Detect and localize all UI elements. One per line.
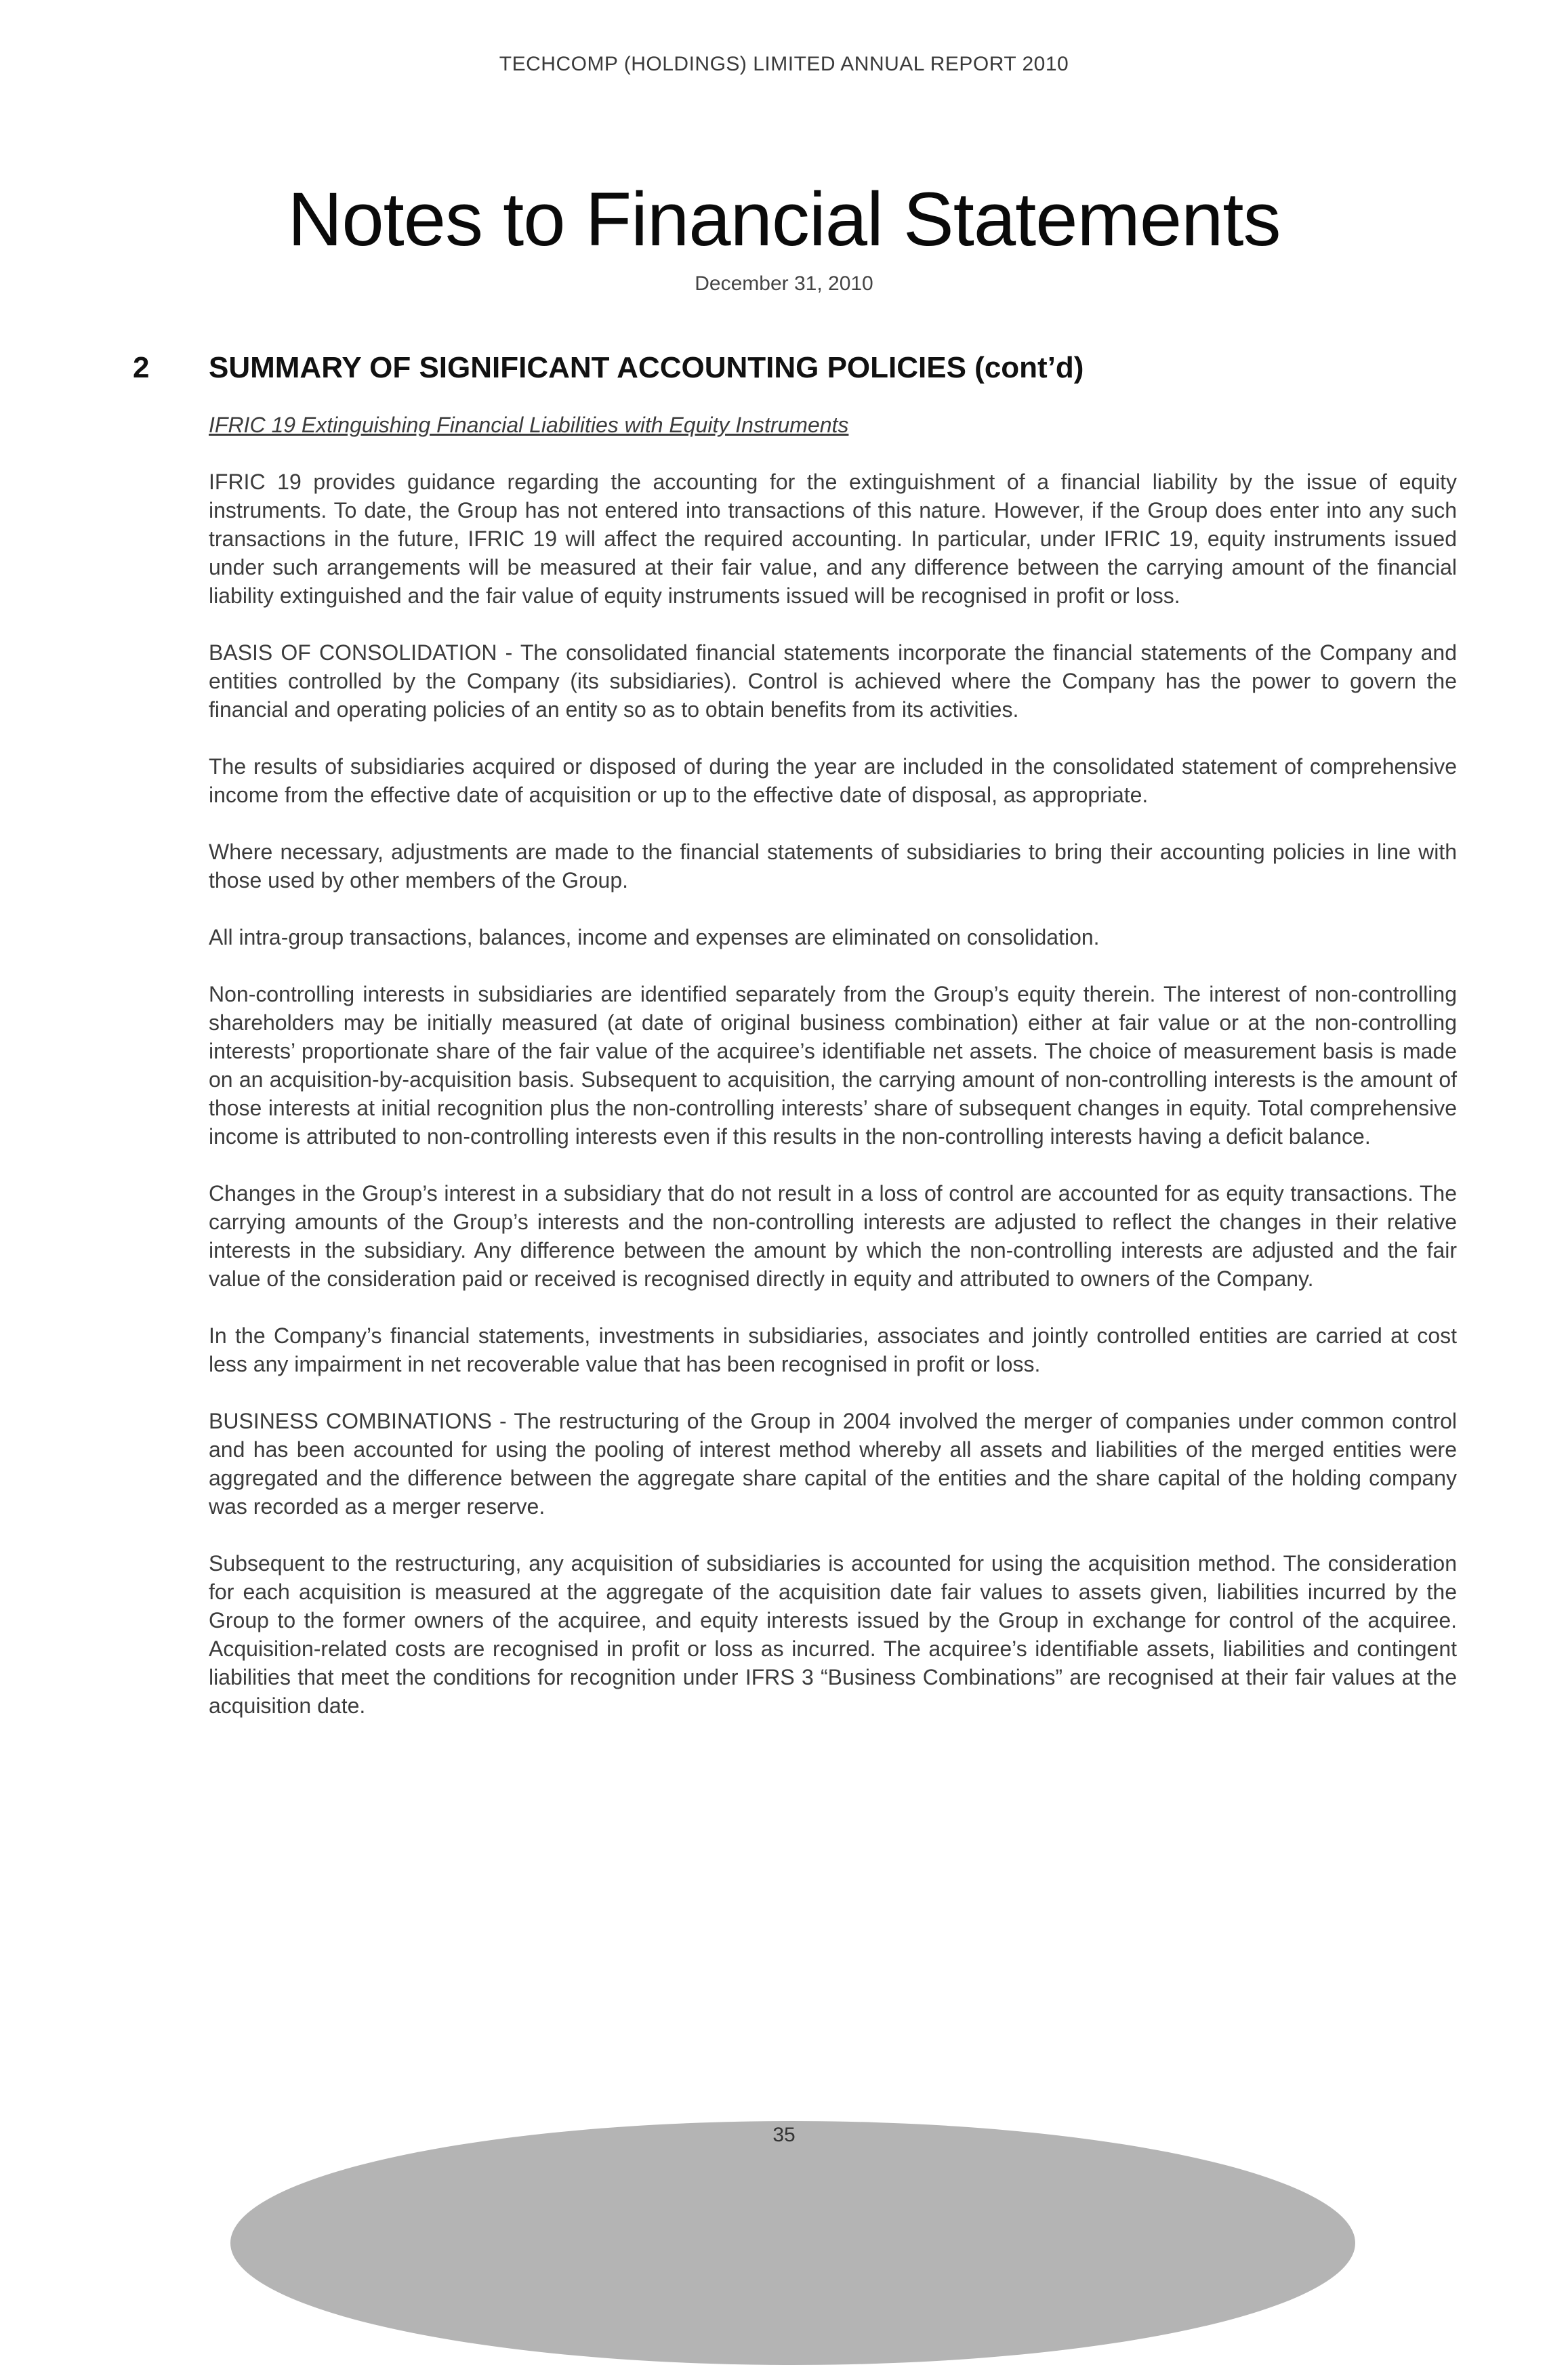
page-title: Notes to Financial Statements bbox=[287, 177, 1281, 262]
statement-date: December 31, 2010 bbox=[695, 272, 873, 295]
paragraph-adjustments: Where necessary, adjustments are made to the financial statements of subsidiaries to bring their accounting policies in line with those used by other members of the Group. bbox=[209, 840, 1457, 892]
footer-decoration bbox=[230, 2121, 1355, 2365]
section-number: 2 bbox=[133, 351, 150, 384]
paragraph-ifric19: IFRIC 19 provides guidance regarding the accounting for the extinguishment of a financial liability by the issue of equity instruments. To date, the Group has not entered into transactions of this nature. However, if the Group does enter into any such transactions in the future, IFRIC 19 will affect the required accounting. In particular, under IFRIC 19, equity instruments issued under such arrangements will be measured at their fair value, and any difference between the carrying amount of the financial liability extinguished and the fair value of equity instruments issued will be recognised in profit or loss. bbox=[209, 470, 1457, 608]
page-number: 35 bbox=[772, 2124, 796, 2146]
notes-body bbox=[209, 411, 1457, 1748]
section-heading bbox=[133, 351, 1461, 385]
paragraph-basis-of-consolidation: BASIS OF CONSOLIDATION - The consolidated financial statements incorporate the financial statements of the Company and entities controlled by the Company (its subsidiaries). Control is achieved where the Company has the power to govern the financial and operating policies of an entity so as to obtain benefits from its activities. bbox=[209, 640, 1457, 722]
paragraph-changes-in-interest: Changes in the Group’s interest in a subsidiary that do not result in a loss of control are accounted for as equity transactions. The carrying amounts of the Group’s interests and the non-controlling interests are adjusted to reflect the changes in their relative interests in the subsidiary. Any difference between the amount by which the non-controlling interests are adjusted and the fair value of the consideration paid or received is recognised directly in equity and attributed to owners of the Company. bbox=[209, 1181, 1457, 1291]
paragraph-intra-group: All intra-group transactions, balances, income and expenses are eliminated on consolidation. bbox=[209, 925, 1100, 949]
section-title: SUMMARY OF SIGNIFICANT ACCOUNTING POLICIES (cont’d) bbox=[209, 351, 1084, 384]
subheading-ifric19: IFRIC 19 Extinguishing Financial Liabilities with Equity Instruments bbox=[209, 413, 849, 437]
paragraph-non-controlling-interests: Non-controlling interests in subsidiaries are identified separately from the Group’s equity therein. The interest of non-controlling shareholders may be initially measured (at date of original business combination) either at fair value or at the non-controlling interests’ proportionate share of the fair value of the acquiree’s identifiable net assets. The choice of measurement basis is made on an acquisition-by-acquisition basis. Subsequent to acquisition, the carrying amount of non-controlling interests is the amount of those interests at initial recognition plus the non-controlling interests’ share of subsequent changes in equity. Total comprehensive income is attributed to non-controlling interests even if this results in the non-controlling interests having a deficit balance. bbox=[209, 982, 1457, 1149]
paragraph-acquisition-method: Subsequent to the restructuring, any acquisition of subsidiaries is accounted for using the acquisition method. The consideration for each acquisition is measured at the aggregate of the acquisition date fair values to assets given, liabilities incurred by the Group to the former owners of the acquiree, and equity interests issued by the Group in exchange for control of the acquiree. Acquisition-related costs are recognised in profit or loss as incurred. The acquiree’s identifiable assets, liabilities and contingent liabilities that meet the conditions for recognition under IFRS 3 “Business Combinations” are recognised at their fair values at the acquisition date. bbox=[209, 1551, 1457, 1718]
paragraph-business-combinations: BUSINESS COMBINATIONS - The restructuring of the Group in 2004 involved the merger of companies under common control and has been accounted for using the pooling of interest method whereby all assets and liabilities of the merged entities were aggregated and the difference between the aggregate share capital of the entities and the share capital of the holding company was recorded as a merger reserve. bbox=[209, 1409, 1457, 1519]
paragraph-results-of-subsidiaries: The results of subsidiaries acquired or disposed of during the year are included in the consolidated statement of comprehensive income from the effective date of acquisition or up to the effective date of disposal, as appropriate. bbox=[209, 754, 1457, 807]
running-header: TECHCOMP (HOLDINGS) LIMITED ANNUAL REPORT 2010 bbox=[499, 53, 1069, 75]
paragraph-company-investments: In the Company’s financial statements, investments in subsidiaries, associates and jointly controlled entities are carried at cost less any impairment in net recoverable value that has been recognised in profit or loss. bbox=[209, 1323, 1457, 1376]
